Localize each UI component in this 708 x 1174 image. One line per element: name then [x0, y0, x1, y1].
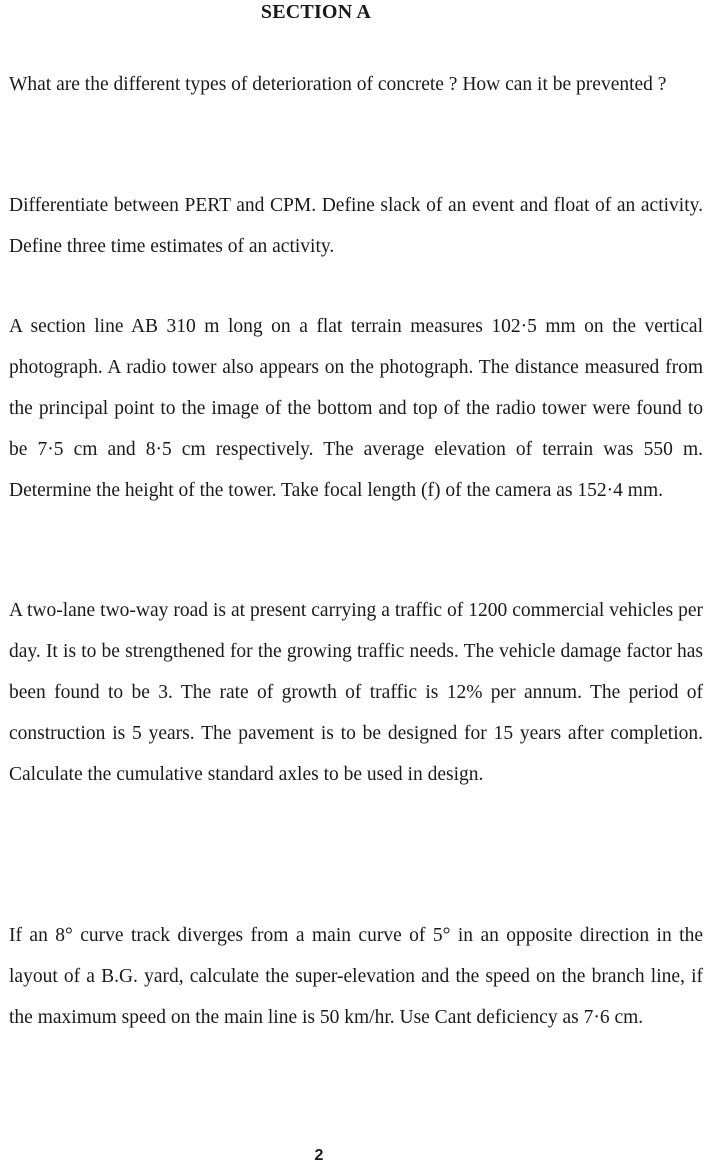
question-5: If an 8° curve track diverges from a main curve of 5° in an opposite direction in the layout of a B.G. yard, calculate the super-elevation and the speed on the branch line, if the maximum speed on the main line is 50 km/hr. Use Cant deficiency as 7·6 cm. [9, 925, 703, 1028]
page-number: 2 [314, 1147, 324, 1164]
question-2: Differentiate between PERT and CPM. Define slack of an event and float of an activity. Define three time estimates of an activity. [9, 195, 703, 257]
question-1: What are the different types of deterioration of concrete ? How can it be prevented ? [9, 74, 667, 95]
section-heading: SECTION A [260, 1, 372, 23]
question-3: A section line AB 310 m long on a flat terrain measures 102·5 mm on the vertical photograph. A radio tower also appears on the photograph. The distance measured from the principal point to the image of the bottom and top of the radio tower were found to be 7·5 cm and 8·5 cm respectively. The average elevation of terrain was 550 m. Determine the height of the tower. Take focal length (f) of the camera as 152·4 mm. [9, 316, 703, 501]
question-4: A two-lane two-way road is at present carrying a traffic of 1200 commercial vehicles per day. It is to be strengthened for the growing traffic needs. The vehicle damage factor has been found to be 3. The rate of growth of traffic is 12% per annum. The period of construction is 5 years. The pavement is to be designed for 15 years after completion. Calculate the cumulative standard axles to be used in design. [9, 600, 703, 785]
